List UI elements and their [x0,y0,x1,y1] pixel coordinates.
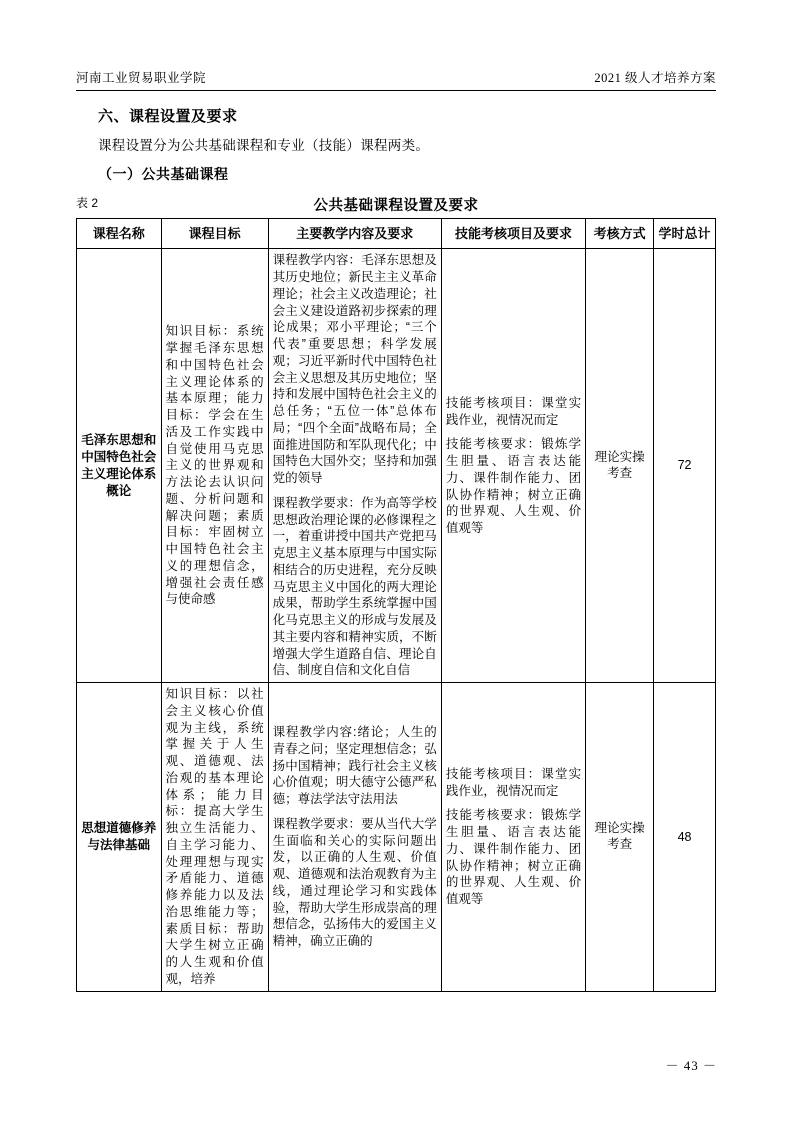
page-content [76,68,716,992]
table-title: 公共基础课程设置及要求 [313,198,479,214]
cell-teaching-content [268,249,441,683]
cell-course-name: 思想道德修养与法律基础 [77,683,162,992]
header-document-title: 2021 级人才培养方案 [594,71,716,85]
column-header-course-name: 课程名称 [77,219,162,249]
section-intro-text: 课程设置分为公共基础课程和专业（技能）课程两类。 [98,138,430,153]
cell-course-goal: 知识目标：以社会主义核心价值观为主线，系统掌握关于人生观、道德观、法治观的基本理论体系；能力目标：提高大学生独立生活能力、自主学习能力、处理理想与现实矛盾能力、道德修养能力以及法治思维能力等；素质目标：帮助大学生树立正确的人生观和价值观，培养 [161,683,268,992]
table-number: 表 2 [76,196,99,210]
cell-assessment-method: 理论实操考查 [586,683,654,992]
teaching-requirement-paragraph: 课程教学要求：作为高等学校思想政治理论课的必修课程之一，着重讲授中国共产党把马克思主义基本原理与中国实际相结合的历史进程，充分反映马克思主义中国化的两大理论成果，帮助学生系统掌握中国化马克思主义的形成与发展及其主要内容和精神实质，不断增强大学生道路自信、理论自信、制度自信和文化自信 [272,495,437,678]
teaching-content-paragraph: 课程教学内容：毛泽东思想及其历史地位；新民主主义革命理论；社会主义改造理论；社会主义建设道路初步探索的理论成果；邓小平理论；“三个代表”重要思想；科学发展观；习近平新时代中国特色社会主义思想及其历史地位；坚持和发展中国特色社会主义的总任务；“五位一体”总体布局；“四个全面”战略布局；全面推进国防和军队现代化；中国特色大国外交；坚持和加强党的领导 [272,253,437,486]
cell-total-hours: 72 [654,249,716,683]
cell-course-name: 毛泽东思想和中国特色社会主义理论体系概论 [77,249,162,683]
cell-teaching-content [268,683,441,992]
page-number: － 43 － [665,1058,717,1073]
skill-requirement-paragraph: 技能考核要求：锻炼学生胆量、语言表达能力、课件制作能力、团队协作精神；树立正确的世界观、人生观、价值观等 [445,437,582,536]
page-header [76,68,716,90]
cell-assessment-method: 理论实操考查 [586,249,654,683]
column-header-total-hours: 学时总计 [654,219,716,249]
column-header-course-goal: 课程目标 [161,219,268,249]
column-header-teaching-content: 主要教学内容及要求 [268,219,441,249]
teaching-requirement-paragraph: 课程教学要求：要从当代大学生面临和关心的实际问题出发，以正确的人生观、价值观、道德观和法治观教育为主线，通过理论学习和实践体验，帮助大学生形成崇高的理想信念，弘扬伟大的爱国主义精神，确立正确的 [272,816,437,949]
header-divider [76,90,716,91]
skill-item-paragraph: 技能考核项目：课堂实践作业，视情况而定 [445,766,582,798]
cell-course-goal: 知识目标：系统掌握毛泽东思想和中国特色社会主义理论体系的基本原理；能力目标：学会在生活及工作实践中自觉使用马克思主义的世界观和方法论去认识问题、分析问题和解决问题；素质目标：牢固树立中国特色社会主义的理想信念，增强社会责任感与使命感 [161,249,268,683]
column-header-skill-assessment: 技能考核项目及要求 [441,219,585,249]
subsection-heading: （一）公共基础课程 [98,166,229,182]
cell-skill-assessment [441,683,585,992]
cell-total-hours: 48 [654,683,716,992]
header-institution: 河南工业贸易职业学院 [76,71,207,85]
table-row [77,683,716,992]
teaching-content-paragraph: 课程教学内容:绪论；人生的青春之问；坚定理想信念；弘扬中国精神；践行社会主义核心价值观；明大德守公德严私德；尊法学法守法用法 [272,725,437,807]
column-header-assessment-method: 考核方式 [586,219,654,249]
table-caption [76,194,716,214]
course-table [76,218,716,992]
skill-item-paragraph: 技能考核项目：课堂实践作业，视情况而定 [445,395,582,427]
cell-skill-assessment [441,249,585,683]
table-header-row [77,219,716,249]
section-heading: 六、课程设置及要求 [98,108,238,125]
table-row [77,249,716,683]
skill-requirement-paragraph: 技能考核要求：锻炼学生胆量、语言表达能力、课件制作能力、团队协作精神；树立正确的世界观、人生观、价值观等 [445,808,582,907]
